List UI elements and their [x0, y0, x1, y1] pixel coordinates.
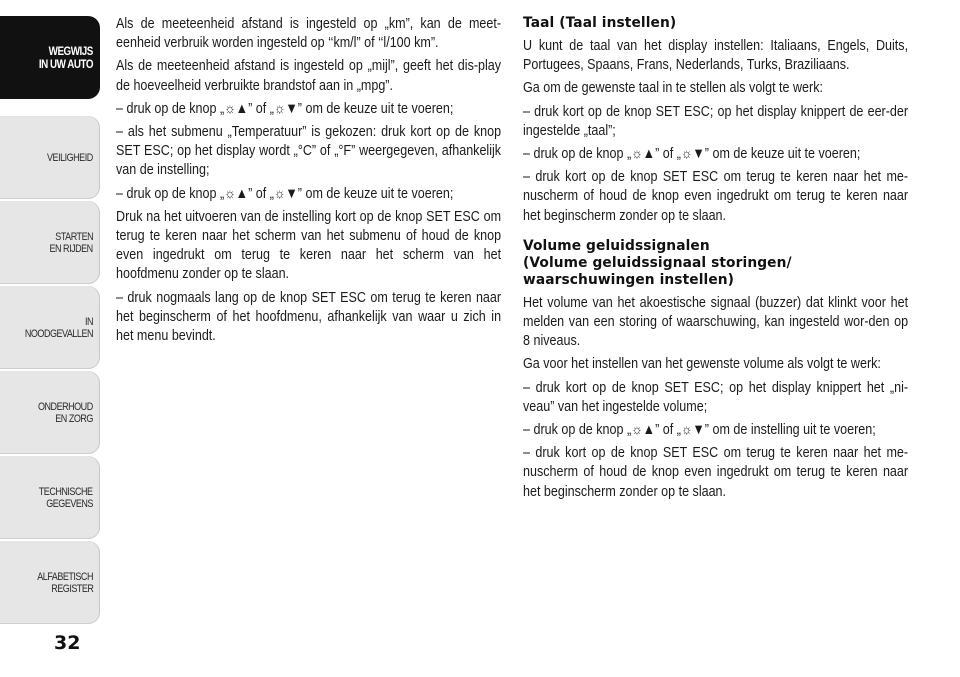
paragraph: – druk kort op de knop SET ESC; op het display knippert het „ni-veau” van het ingestelde volume;	[523, 379, 909, 415]
tab-label: EN ZORG	[55, 412, 93, 425]
paragraph: – druk op de knop „☼▲” of „☼▼” om de instelling uit te voeren;	[523, 422, 876, 439]
paragraph: Het volume van het akoestische signaal (buzzer) dat klinkt voor het melden van een storing of waarschuwing, kan ingesteld wor-den op 8 niveaus.	[523, 294, 909, 350]
paragraph: – druk kort op de knop SET ESC om terug te keren naar het me-nuscherm of houd de knop even ingedrukt om terug te keren naar het beginscherm zonder op te slaan.	[523, 169, 909, 224]
paragraph: – druk nogmaals lang op de knop SET ESC om terug te keren naar het beginscherm of het hoofdmenu, afhankelijk van waar u zich in het menu bevindt.	[116, 289, 502, 345]
tab-wegwijs[interactable]	[0, 16, 100, 99]
paragraph: – druk op de knop „☼▲” of „☼▼” om de keuze uit te voeren;	[116, 185, 454, 202]
tab-label: IN NOODGEVALLEN	[24, 315, 94, 340]
tab-label: GEGEVENS	[46, 497, 93, 510]
paragraph: Ga voor het instellen van het gewenste volume als volgt te werk:	[523, 356, 881, 373]
heading-line: waarschuwingen instellen)	[523, 271, 735, 288]
tab-label: ALFABETISCH	[37, 570, 93, 583]
page-number: 32	[54, 632, 81, 654]
heading-line: (Volume geluidssignaal storingen/	[523, 254, 792, 271]
tab-label: TECHNISCHE	[39, 485, 93, 498]
paragraph: Ga om de gewenste taal in te stellen als volgt te werk:	[523, 80, 823, 97]
tab-label: REGISTER	[50, 582, 93, 595]
paragraph: – druk op de knop „☼▲” of „☼▼” om de keuze uit te voeren;	[116, 100, 454, 117]
heading-line: Taal (Taal instellen)	[523, 15, 677, 31]
paragraph: Als de meeteenheid afstand is ingesteld op „mijl”, geeft het dis-play de hoeveelheid verbruikte brandstof aan in „mpg”.	[116, 58, 502, 94]
paragraph: – druk kort op de knop SET ESC; op het display knippert de eer-der ingestelde „taal”;	[523, 103, 909, 139]
tab-alfabetisch-register[interactable]	[0, 541, 100, 624]
tab-label: EN RIJDEN	[49, 242, 93, 255]
paragraph: Als de meeteenheid afstand is ingesteld op „km”, kan de meet-eenheid verbruik worden ingesteld op ‘‘km/l” of ‘‘l/100 km”.	[116, 16, 502, 52]
tab-label: WEGWIJS	[48, 43, 93, 58]
chapter-sidebar	[0, 0, 102, 640]
tab-label: IN UW AUTO	[38, 56, 93, 71]
tab-label: ONDERHOUD	[38, 400, 93, 413]
left-column	[116, 15, 501, 350]
tab-in-noodgevallen[interactable]	[0, 286, 100, 369]
heading-line: Volume geluidssignalen	[523, 237, 710, 254]
tab-veiligheid[interactable]	[0, 116, 100, 199]
paragraph: – druk kort op de knop SET ESC om terug te keren naar het me-nuscherm of houd de knop even ingedrukt om terug te keren naar het beginscherm zonder op te slaan.	[523, 445, 909, 500]
section-heading-taal	[523, 15, 908, 32]
paragraph: – druk op de knop „☼▲” of „☼▼” om de keuze uit te voeren;	[523, 146, 861, 163]
tab-label: VEILIGHEID	[47, 151, 93, 164]
paragraph: – als het submenu „Temperatuur” is gekozen: druk kort op de knop SET ESC; op het display wordt „°C” of „°F” weergegeven, afhankelijk van de instelling;	[116, 124, 502, 179]
tab-starten-en-rijden[interactable]	[0, 201, 100, 284]
paragraph: Druk na het uitvoeren van de instelling kort op de knop SET ESC om terug te keren naar het scherm van het submenu of houd de knop even ingedrukt om terug te keren naar het scherm van het hoofdmenu zonder op te slaan.	[116, 208, 502, 283]
tab-onderhoud-en-zorg[interactable]	[0, 371, 100, 454]
section-heading-volume	[523, 238, 908, 289]
tab-label: STARTEN	[55, 230, 93, 243]
right-column	[523, 15, 908, 506]
tab-technische-gegevens[interactable]	[0, 456, 100, 539]
paragraph: U kunt de taal van het display instellen: Italiaans, Engels, Duits, Portugees, Spaans, Frans, Nederlands, Turks, Braziliaans.	[523, 38, 909, 74]
